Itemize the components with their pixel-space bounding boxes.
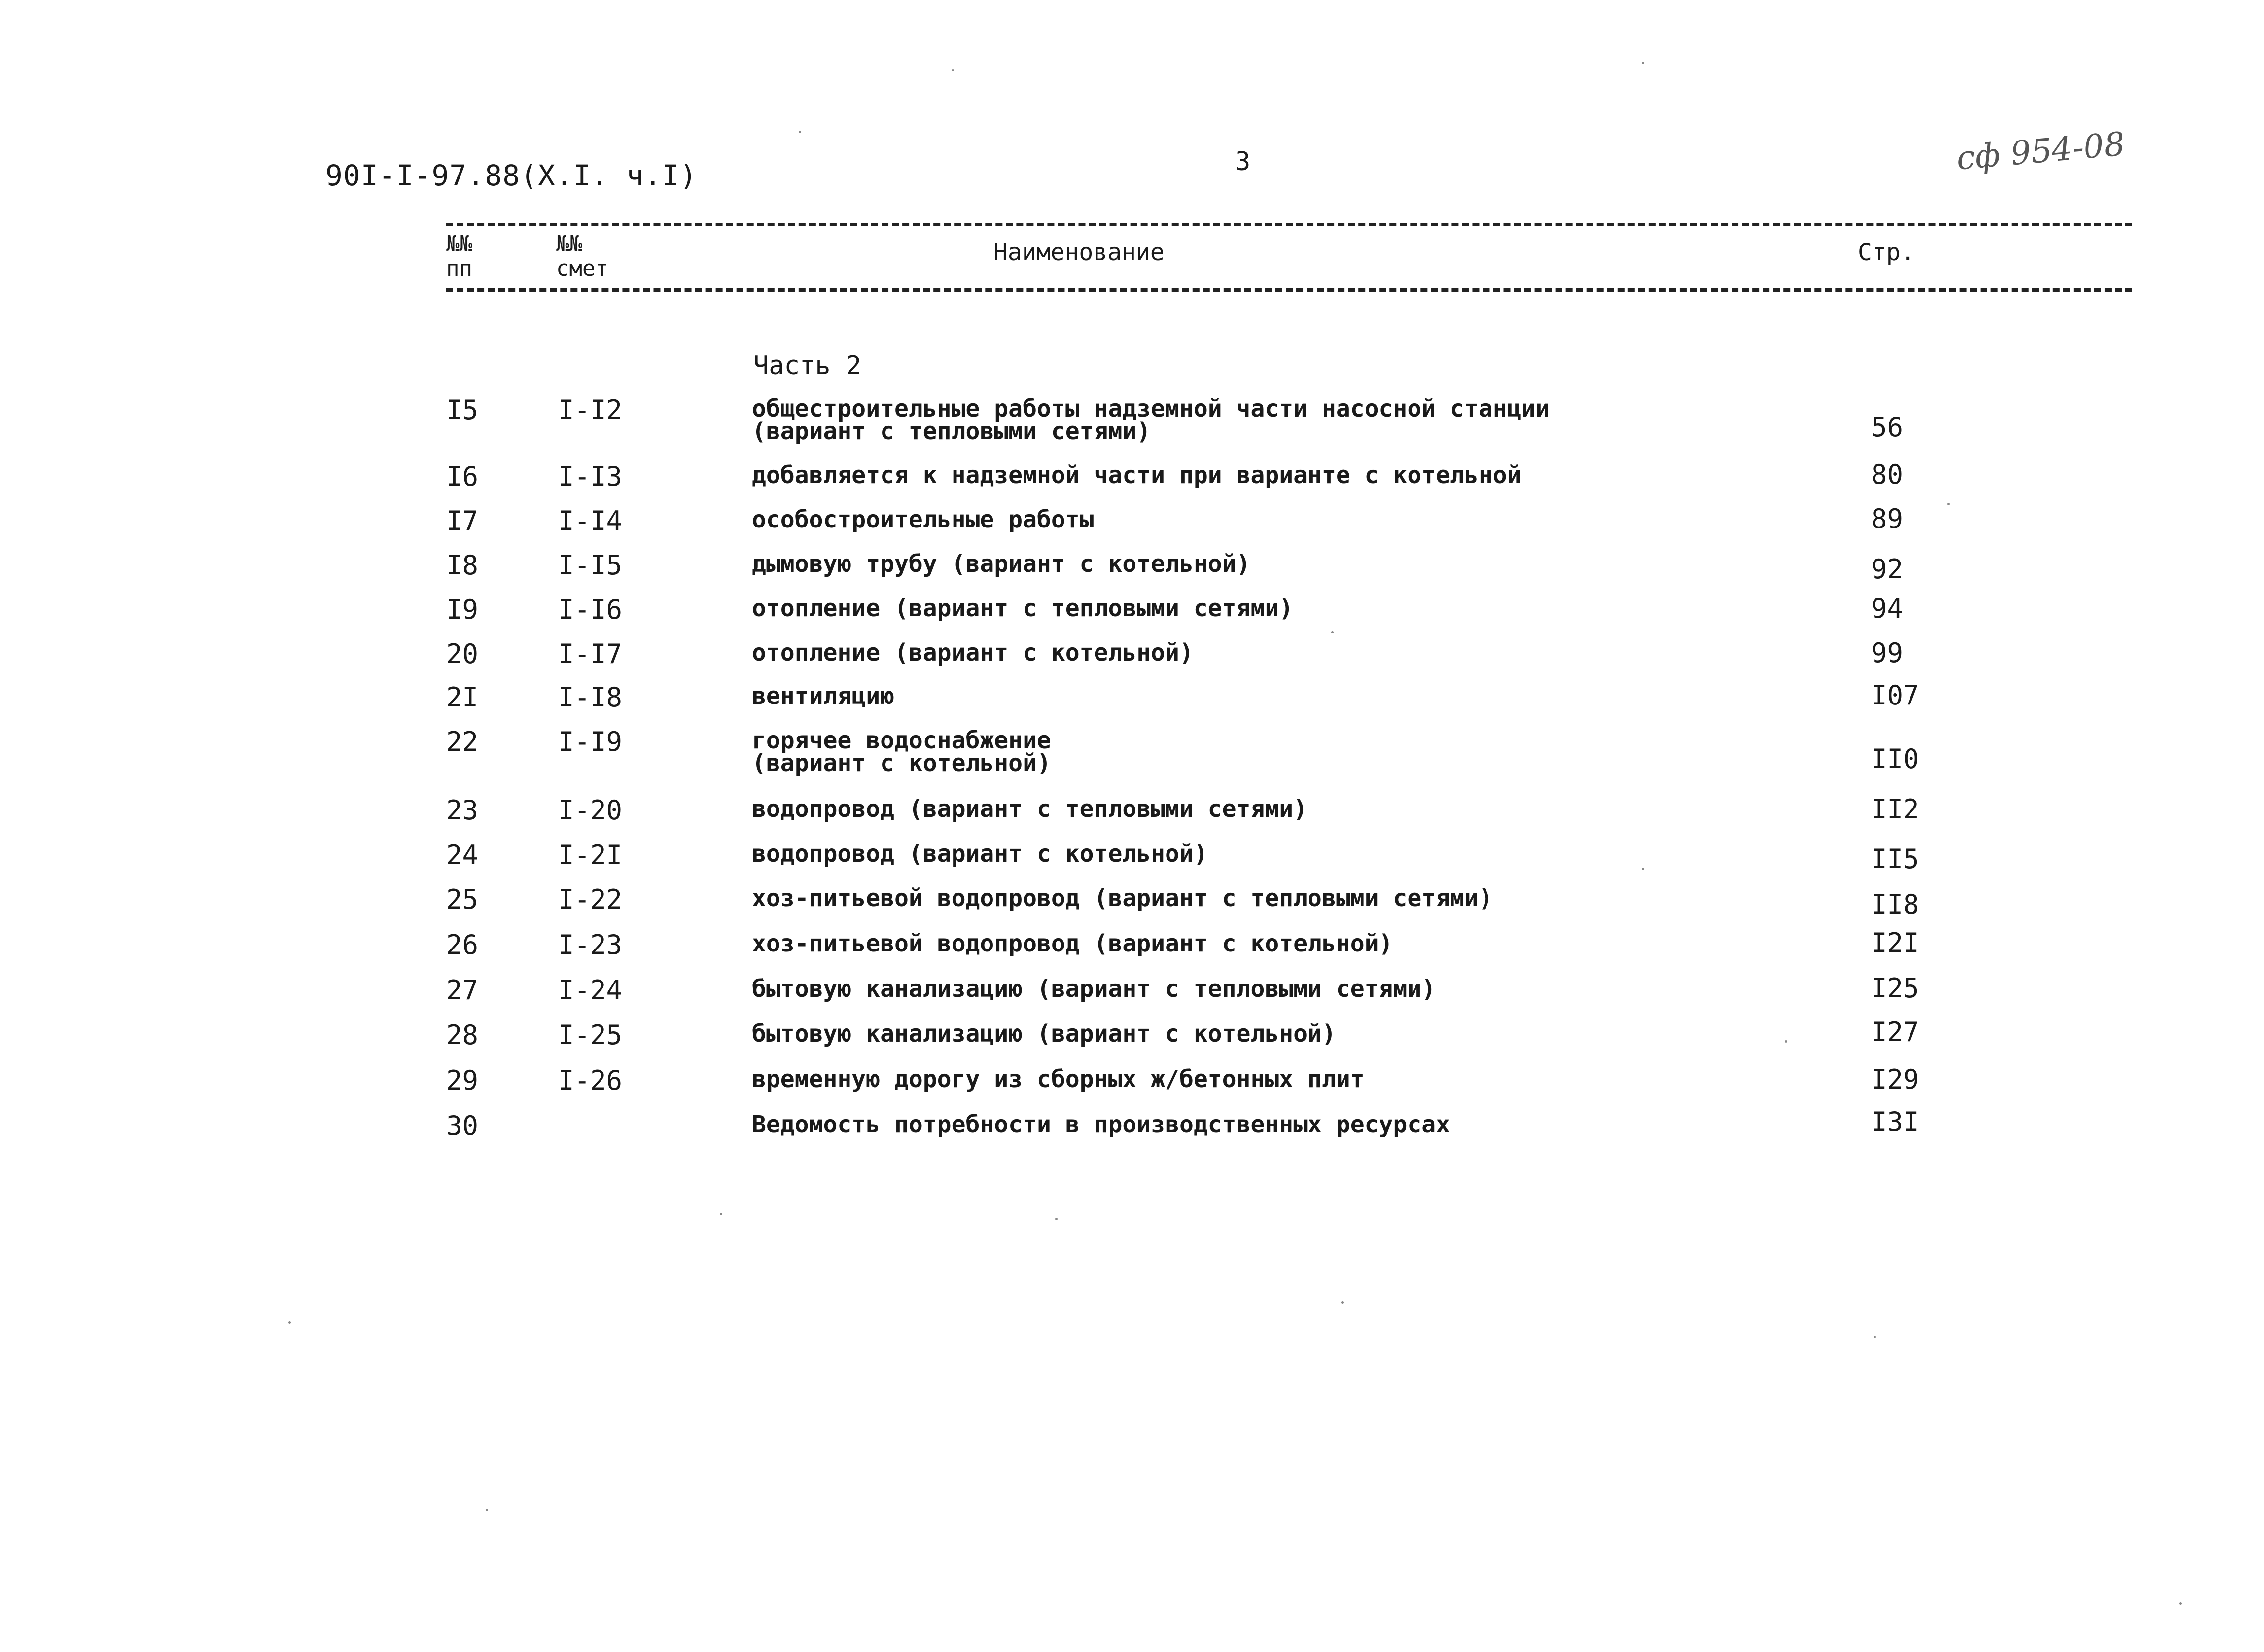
scan-speck (1341, 1301, 1344, 1304)
row-estimate-code: I-I8 (558, 682, 623, 713)
scan-speck (720, 1213, 722, 1215)
scan-speck (1331, 631, 1334, 633)
scan-speck (288, 1321, 291, 1324)
row-page: 80 (1871, 459, 1904, 490)
row-estimate-code: I-2I (558, 840, 623, 871)
scan-speck (1874, 1336, 1876, 1338)
col-num-header (446, 232, 472, 281)
table-row (0, 594, 2264, 633)
row-number: I7 (446, 505, 479, 536)
scan-speck (486, 1509, 488, 1511)
row-page: I25 (1871, 973, 1919, 1004)
col-num-header-top: №№ (446, 231, 472, 256)
row-page: I29 (1871, 1064, 1919, 1095)
row-page: II5 (1871, 844, 1919, 875)
row-name: водопровод (вариант с котельной) (752, 840, 1208, 868)
row-name: бытовую канализацию (вариант с котельной) (752, 1020, 1336, 1048)
row-number: 22 (446, 726, 479, 757)
row-page: II8 (1871, 889, 1919, 920)
col-code-header-top: №№ (556, 231, 582, 256)
row-page: 92 (1871, 554, 1904, 585)
table-row (0, 1065, 2264, 1104)
row-name: дымовую трубу (вариант с котельной) (752, 550, 1251, 578)
row-name: бытовую канализацию (вариант с тепловыми сетями) (752, 975, 1436, 1003)
table-row (0, 975, 2264, 1014)
row-name: вентиляцию (752, 682, 894, 710)
table-row (0, 795, 2264, 834)
row-page: I27 (1871, 1017, 1919, 1048)
table-row (0, 1106, 2264, 1150)
scan-speck (2179, 1602, 2182, 1605)
section-title: Часть 2 (753, 351, 862, 381)
row-number: 29 (446, 1065, 479, 1096)
row-number: I9 (446, 594, 479, 625)
row-number: 2I (446, 682, 479, 713)
scan-speck (1785, 1040, 1787, 1043)
scan-speck (952, 69, 954, 71)
table-row (0, 884, 2264, 923)
table-row (0, 929, 2264, 969)
row-page: 99 (1871, 637, 1904, 668)
table-top-divider (446, 223, 2132, 226)
row-estimate-code: I-24 (558, 975, 623, 1006)
row-page: I2I (1871, 927, 1919, 958)
row-page: 56 (1871, 412, 1904, 443)
scan-speck (799, 131, 801, 133)
table-row (0, 1019, 2264, 1059)
table-row (0, 638, 2264, 678)
row-name: отопление (вариант с котельной) (752, 639, 1194, 667)
row-name: Ведомость потребности в производственных ресурсах (752, 1111, 1450, 1138)
row-estimate-code: I-22 (558, 884, 623, 915)
handwritten-stamp: сф 954-08 (1955, 125, 2126, 177)
table-row (0, 505, 2264, 545)
row-name: горячее водоснабжение (вариант с котельной) (752, 727, 1051, 777)
row-page: 94 (1871, 593, 1904, 624)
row-name: хоз-питьевой водопровод (вариант с котельной) (752, 930, 1393, 957)
row-number: 27 (446, 975, 479, 1006)
row-page: I07 (1871, 680, 1919, 711)
row-number: I5 (446, 394, 479, 425)
scan-speck (1055, 1218, 1058, 1220)
scan-speck (1947, 503, 1950, 505)
scan-speck (1642, 868, 1644, 870)
row-number: 20 (446, 638, 479, 669)
table-row (0, 682, 2264, 721)
row-estimate-code: I-I2 (558, 394, 623, 425)
row-number: 24 (446, 840, 479, 871)
row-name: добавляется к надземной части при варианте с котельной (752, 461, 1521, 489)
row-estimate-code: I-I3 (558, 461, 623, 492)
row-number: 23 (446, 795, 479, 826)
row-estimate-code: I-23 (558, 929, 623, 960)
row-number: I8 (446, 550, 479, 581)
col-name-header: Наименование (993, 239, 1165, 266)
row-page: II2 (1871, 794, 1919, 825)
row-name: отопление (вариант с тепловыми сетями) (752, 595, 1294, 622)
table-row (0, 394, 2264, 445)
table-header-divider (446, 288, 2132, 292)
page-number: 3 (1235, 147, 1251, 176)
row-estimate-code: I-I6 (558, 594, 623, 625)
row-number: 28 (446, 1019, 479, 1051)
row-name: водопровод (вариант с тепловыми сетями) (752, 795, 1308, 823)
row-estimate-code: I-I9 (558, 726, 623, 757)
row-page: II0 (1871, 743, 1919, 774)
row-name: хоз-питьевой водопровод (вариант с тепловыми сетями) (752, 884, 1493, 912)
col-code-header (556, 232, 608, 281)
table-row (0, 461, 2264, 500)
table-row (0, 550, 2264, 589)
document-code: 90I-I-97.88(X.I. ч.I) (325, 159, 698, 192)
row-name: общестроительные работы надземной части насосной станции (вариант с тепловыми сетями) (752, 395, 1550, 445)
row-name: особостроительные работы (752, 506, 1094, 533)
row-estimate-code: I-I5 (558, 550, 623, 581)
table-row (0, 726, 2264, 777)
row-number: 26 (446, 929, 479, 960)
row-estimate-code: I-25 (558, 1019, 623, 1051)
row-estimate-code: I-20 (558, 795, 623, 826)
row-number: 25 (446, 884, 479, 915)
row-estimate-code: I-I7 (558, 638, 623, 669)
table-row (0, 840, 2264, 879)
row-estimate-code: I-26 (558, 1065, 623, 1096)
row-page: I3I (1871, 1106, 1919, 1137)
row-name: временную дорогу из сборных ж/бетонных плит (752, 1065, 1365, 1093)
col-num-header-bottom: пп (446, 256, 472, 281)
scan-speck (1642, 62, 1644, 64)
row-estimate-code: I-I4 (558, 505, 623, 536)
row-number: I6 (446, 461, 479, 492)
col-page-header: Стр. (1858, 239, 1915, 266)
col-code-header-bottom: смет (556, 256, 608, 281)
row-number: 30 (446, 1110, 479, 1141)
row-page: 89 (1871, 503, 1904, 534)
